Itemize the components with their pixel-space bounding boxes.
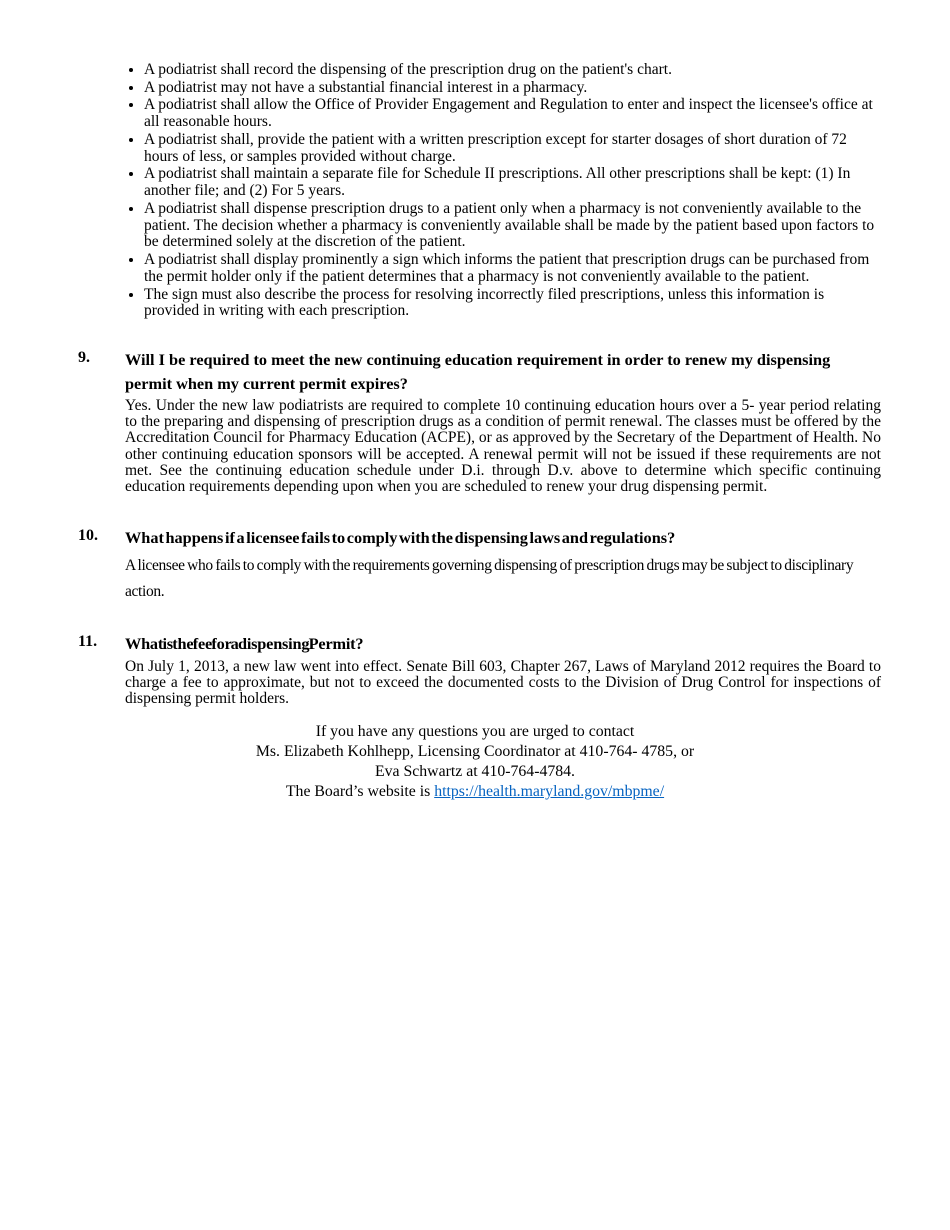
footer-line-schwartz: Eva Schwartz at 410-764-4784. <box>374 762 576 780</box>
contact-footer <box>0 722 950 802</box>
question-number: 10. <box>78 526 98 544</box>
faq-item-10 <box>78 526 881 605</box>
question-title: What happens if a licensee fails to comply with the dispensing laws and regulations? <box>125 527 676 547</box>
bullet-item: • A podiatrist shall display prominently a sign which informs the patient that prescription drugs can be purchased from the permit holder only if the patient determines that a pharmacy is not conveniently available to the patient. <box>144 252 881 285</box>
question-title: Will I be required to meet the new continuing education requirement in order to renew my dispensing permit when my current permit expires? <box>125 350 831 393</box>
bullet-item: • A podiatrist shall record the dispensing of the prescription drug on the patient's chart. <box>144 62 881 79</box>
bullet-item: • A podiatrist shall allow the Office of Provider Engagement and Regulation to enter and inspect the licensee's office at all reasonable hours. <box>144 97 881 130</box>
footer-line-website <box>0 782 950 802</box>
bullet-item: • A podiatrist shall dispense prescription drugs to a patient only when a pharmacy is not conveniently available to the patient. The decision whether a pharmacy is conveniently available shall be made by the patient based upon factors to be determined solely at the discretion of the patient. <box>144 201 881 251</box>
question-body: Yes. Under the new law podiatrists are required to complete 10 continuing education hours over a 5- year period relating to the preparing and dispensing of prescription drugs as a condition of permit renewal. The classes must be offered by the Accreditation Council for Pharmacy Education (ACPE), or as approved by the Secretary of the Department of Health. No other continuing education sponsors will be accepted. A renewal permit will not be issued if these requirements are not met. See the continuing education schedule under D.i. through D.v. above to determine which specific continuing education requirements depending upon when you are scheduled to renew your drug dispensing permit. <box>125 397 881 495</box>
question-number: 9. <box>78 349 90 367</box>
question-body: On July 1, 2013, a new law went into effect. Senate Bill 603, Chapter 267, Laws of Maryland 2012 requires the Board to charge a fee to approximate, but not to exceed the documented costs to the Division of Drug Control for inspections of dispensing permit holders. <box>125 657 881 708</box>
footer-website-prefix: The Board’s website is <box>285 782 435 800</box>
bullet-item: • A podiatrist shall, provide the patient with a written prescription except for starter dosages of short duration of 72 hours of less, or samples provided without charge. <box>144 132 881 165</box>
question-number: 11. <box>78 633 98 651</box>
footer-line-questions: If you have any questions you are urged to contact <box>315 723 635 740</box>
question-title: What is the fee for a dispensing Permit? <box>125 634 364 654</box>
board-website-link[interactable]: https://health.maryland.gov/mbpme/ <box>434 782 665 800</box>
faq-item-11 <box>78 632 881 708</box>
bullet-item: • A podiatrist shall maintain a separate file for Schedule II prescriptions. All other prescriptions shall be kept: (1) In another file; and (2) For 5 years. <box>144 166 881 199</box>
footer-line-coordinator: Ms. Elizabeth Kohlhepp, Licensing Coordinator at 410-764- 4785, or <box>255 742 695 760</box>
document-content <box>78 61 881 708</box>
question-body: A licensee who fails to comply with the requirements governing dispensing of prescription drugs may be subject to disciplinary action. <box>125 556 854 600</box>
faq-item-9 <box>78 348 881 495</box>
dispensing-rules-bullet-list <box>125 62 881 320</box>
bullet-item: • A podiatrist may not have a substantial financial interest in a pharmacy. <box>144 80 881 97</box>
bullet-item: • The sign must also describe the process for resolving incorrectly filed prescriptions, unless this information is provided in writing with each prescription. <box>144 287 881 320</box>
